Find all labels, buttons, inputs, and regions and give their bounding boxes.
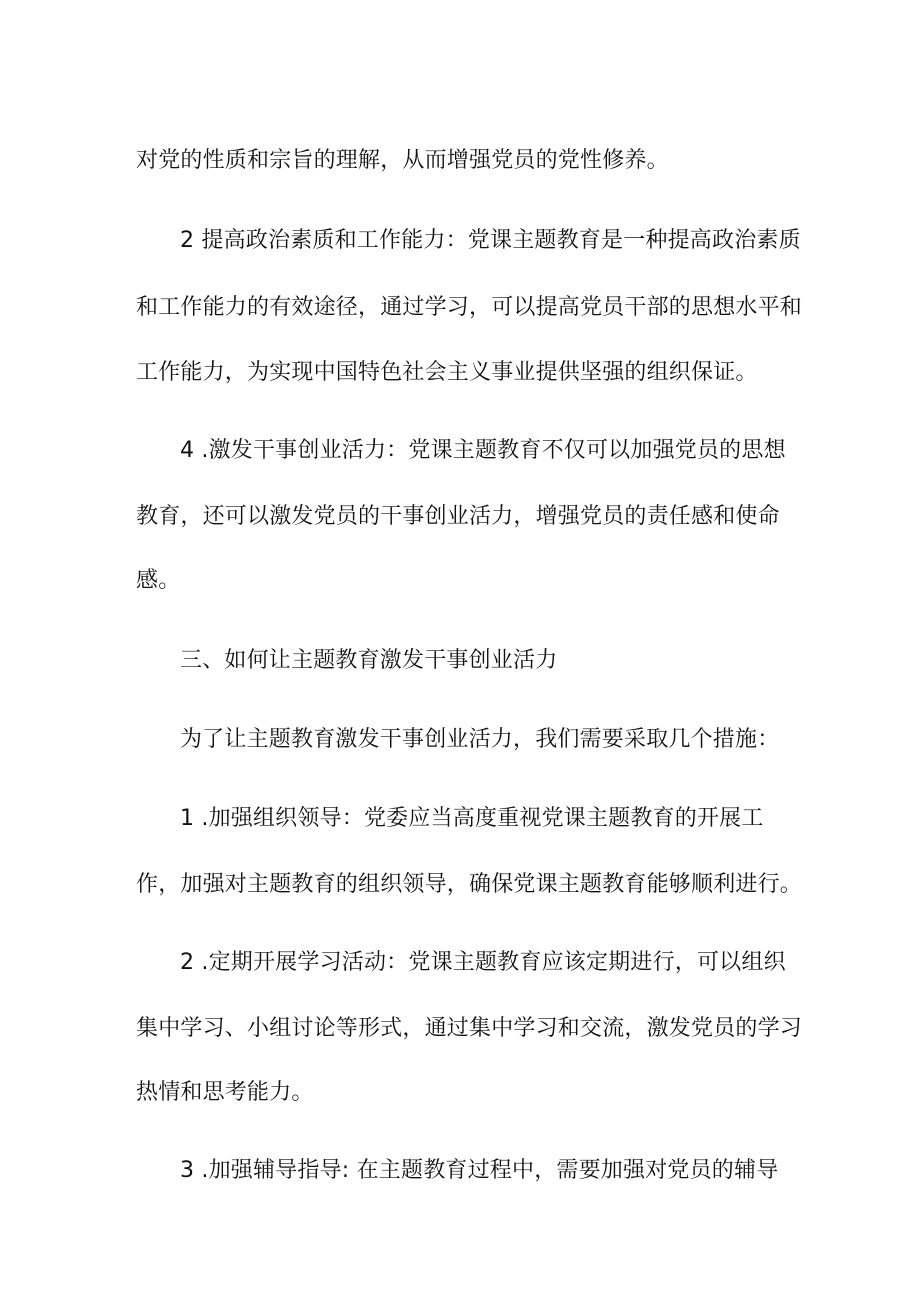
paragraph-line-5: 4 .激发干事创业活力：党课主题教育不仅可以加强党员的思想 [180, 438, 786, 463]
paragraph-line-4: 工作能力，为实现中国特色社会主义事业提供坚强的组织保证。 [136, 360, 758, 385]
paragraph-line-10: 1 .加强组织领导：党委应当高度重视党课主题教育的开展工 [180, 806, 764, 831]
paragraph-line-9: 为了让主题教育激发干事创业活力，我们需要采取几个措施： [180, 727, 780, 752]
section-heading: 三、如何让主题教育激发干事创业活力 [180, 648, 558, 673]
paragraph-line-14: 热情和思考能力。 [136, 1080, 314, 1105]
paragraph-line-12: 2 .定期开展学习活动：党课主题教育应该定期进行，可以组织 [180, 950, 786, 975]
paragraph-line-3: 和工作能力的有效途径，通过学习，可以提高党员干部的思想水平和 [136, 295, 803, 320]
paragraph-line-13: 集中学习、小组讨论等形式，通过集中学习和交流，激发党员的学习 [136, 1016, 803, 1041]
paragraph-line-6: 教育，还可以激发党员的干事创业活力，增强党员的责任感和使命 [136, 504, 780, 529]
paragraph-line-1: 对党的性质和宗旨的理解，从而增强党员的党性修养。 [136, 148, 669, 173]
paragraph-line-11: 作，加强对主题教育的组织领导，确保党课主题教育能够顺利进行。 [136, 872, 803, 897]
paragraph-line-15: 3 .加强辅导指导: 在主题教育过程中，需要加强对党员的辅导 [180, 1158, 779, 1183]
paragraph-line-7: 感。 [136, 568, 181, 593]
paragraph-line-2: 2 提高政治素质和工作能力：党课主题教育是一种提高政治素质 [180, 228, 801, 253]
